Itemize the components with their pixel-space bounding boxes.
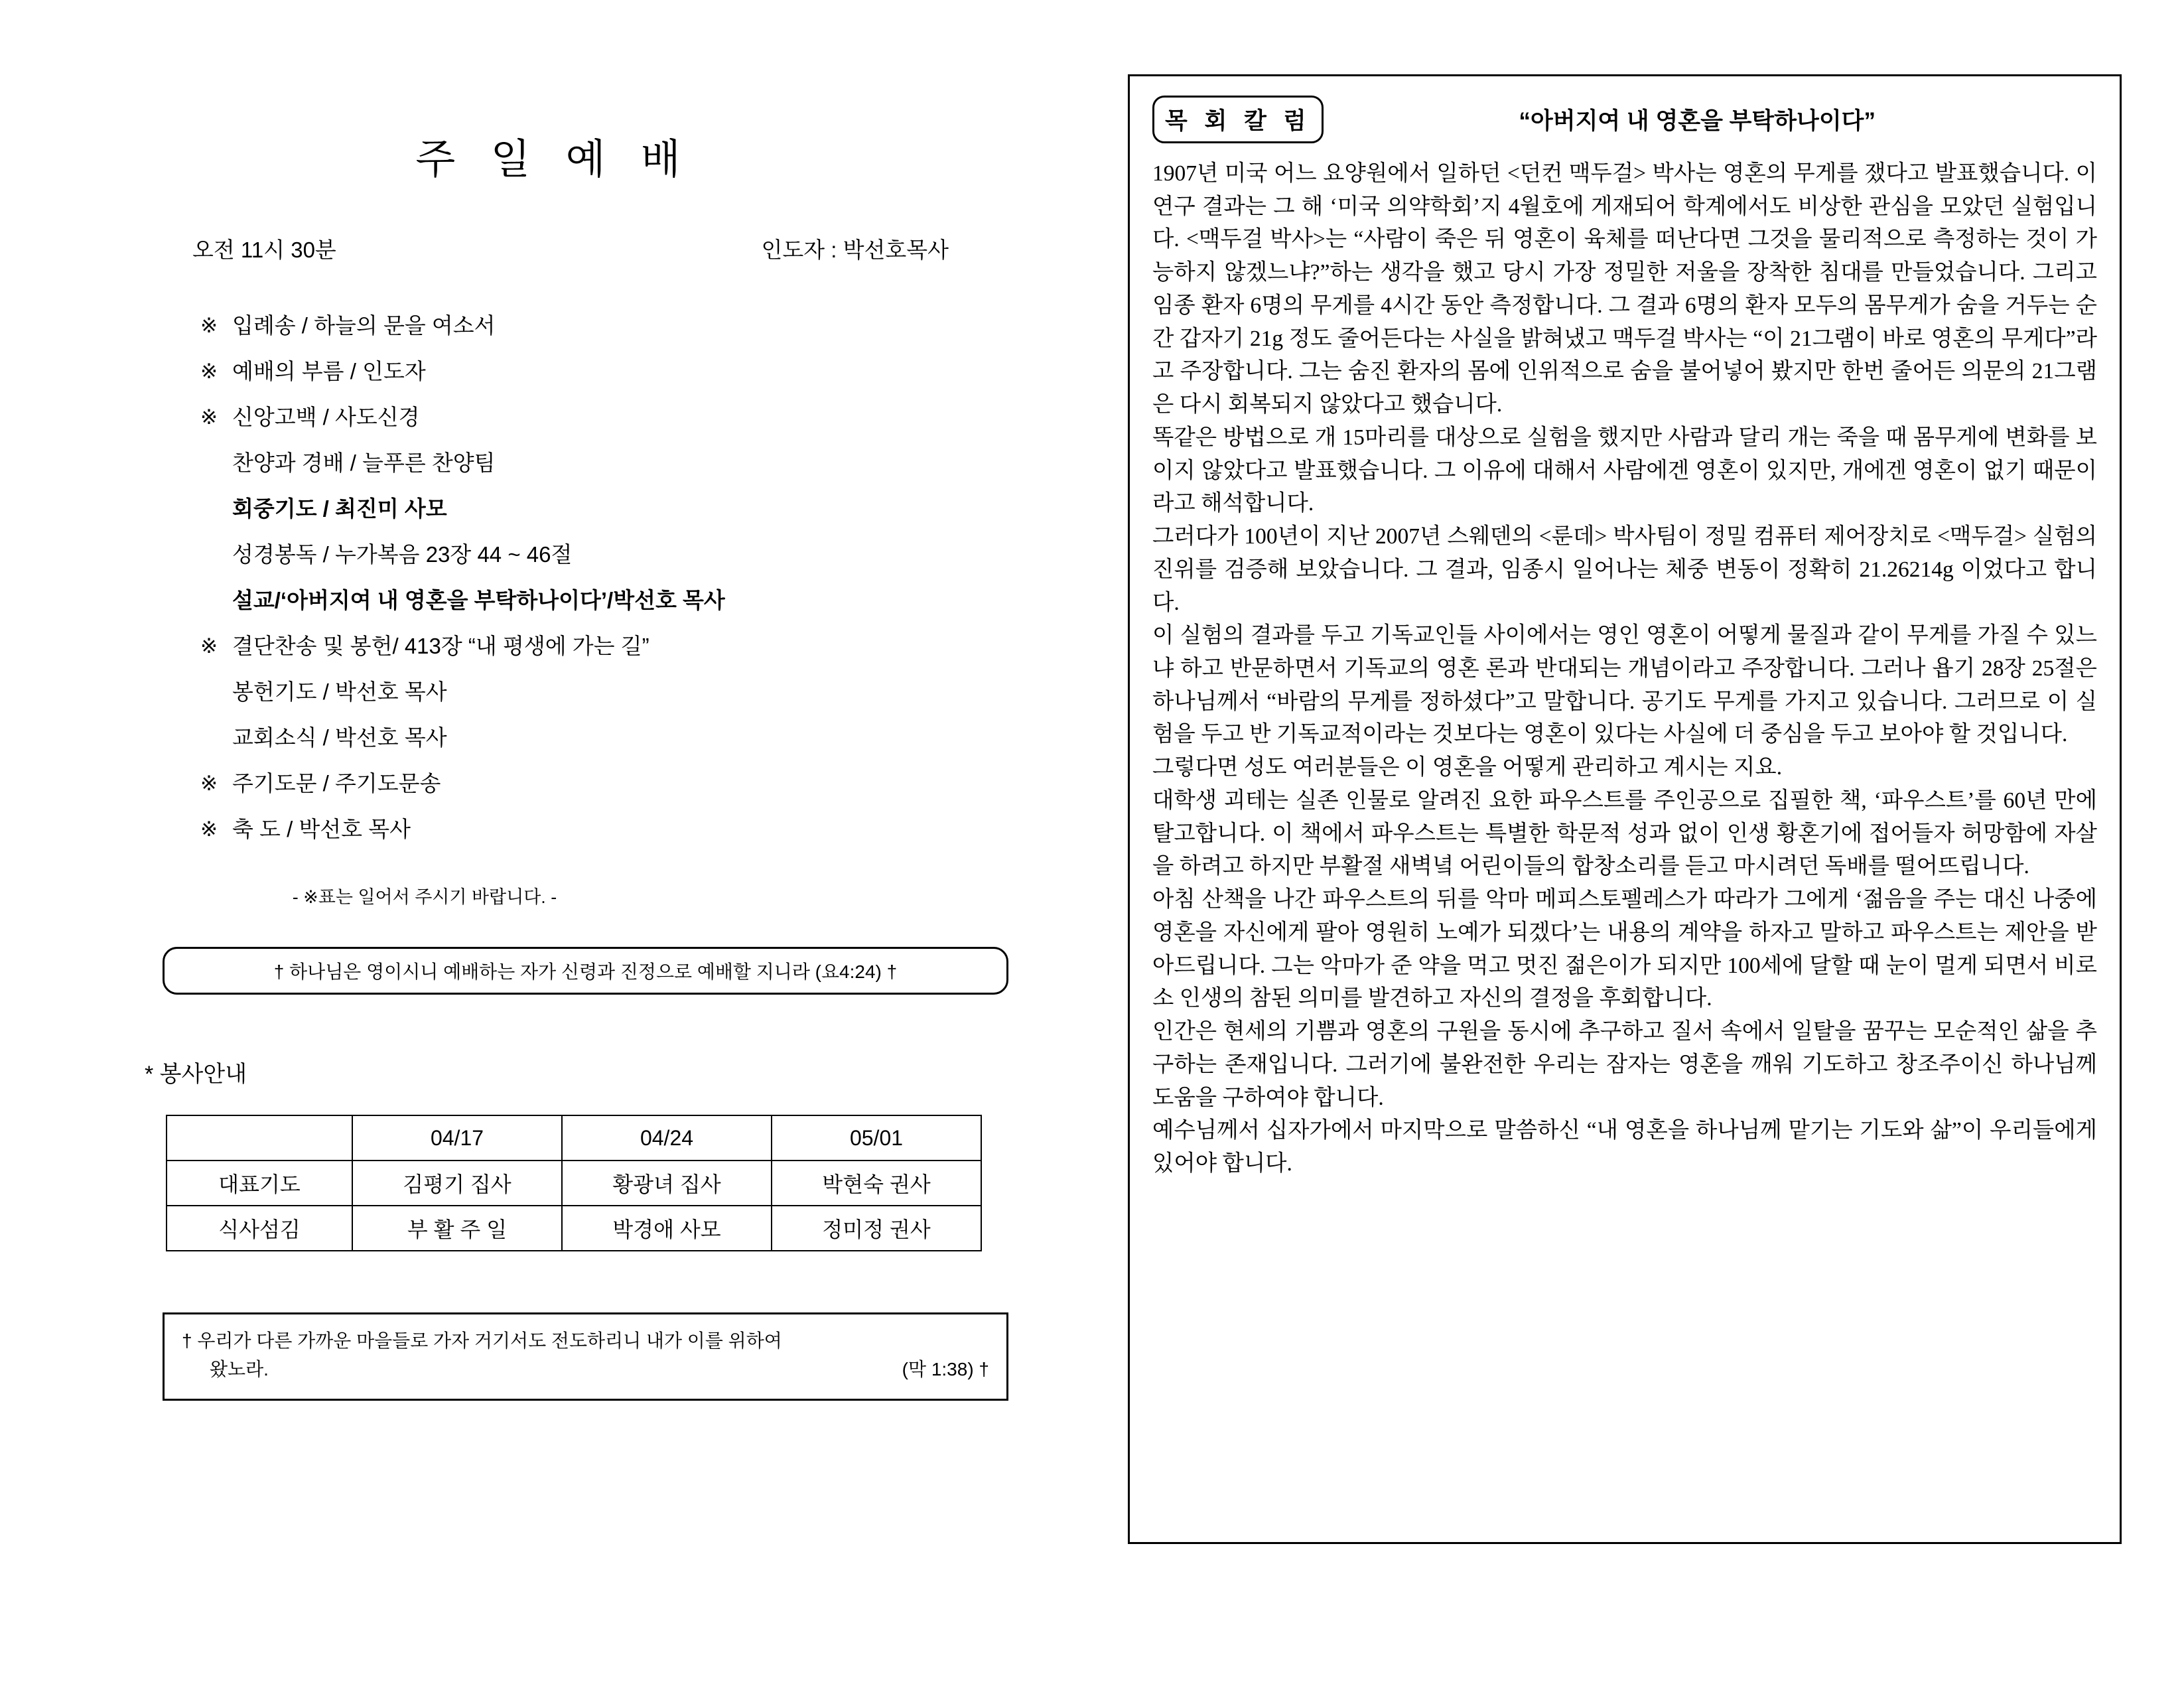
pastoral-column-header [1152, 91, 2097, 148]
column-paragraph: 아침 산책을 나간 파우스트의 뒤를 악마 메피스토펠레스가 따라가 그에게 ‘젊음을 주는 대신 나중에 영혼을 자신에게 팔아 영원히 노예가 되겠다’는 내용의 계약을 하자고 말하고 파우스트는 제안을 받아드립니다. 그는 악마가 준 약을 먹고 멋진 젊은이가 되지만 100세에 달할 때 눈이 멀게 되면서 비로소 인생의 참된 의미를 발견하고 자신의 결정을 후회합니다. [1152, 887, 2097, 1011]
service-meta [192, 233, 949, 264]
column-paragraph: 1907년 미국 어느 요양원에서 일하던 <던컨 맥두걸> 박사는 영혼의 무게를 쟀다고 발표했습니다. 이 연구 결과는 그 해 ‘미국 의약학회’지 4월호에 게재되어 학계에서도 비상한 관심을 모았던 실험입니다. <맥두걸 박사>는 “사람이 죽은 뒤 영혼이 육체를 떠난다면 그것을 물리적으로 측정하는 것이 가능하지 않겠느냐?”하는 생각을 했고 당시 가장 정밀한 저울을 장착한 침대를 만들었습니다. 그리고 임종 환자 6명의 무게를 4시간 동안 측정합니다. 그 결과 6명의 환자 모두의 몸무게가 숨을 거두는 순간 갑자기 21g 정도 줄어든다는 사실을 밝혀냈고 맥두걸 박사는 “이 21그램이 바로 영혼의 무게다”라고 주장합니다. 그는 숨진 환자의 몸에 인위적으로 숨을 불어넣어 봤지만 한번 줄어든 의문의 21그램은 다시 회복되지 않았다고 했습니다. [1152, 161, 2097, 417]
column-paragraph: 예수님께서 십자가에서 마지막으로 말씀하신 “내 영혼을 하나님께 맡기는 기도와 삶”이 우리들에게 있어야 합니다. [1152, 1118, 2097, 1176]
order-of-worship-column [0, 0, 1088, 1692]
table-cell: 박경애 사모 [562, 1206, 772, 1251]
service-time: 오전 11시 30분 [192, 238, 336, 262]
order-item [0, 760, 1088, 806]
order-item-label: 설교/‘아버지여 내 영혼을 부탁하나이다’/박선호 목사 [232, 588, 725, 612]
standing-mark-icon: ※ [200, 817, 218, 841]
column-paragraph: 대학생 괴테는 실존 인물로 알려진 요한 파우스트를 주인공으로 집필한 책, ‘파우스트’를 60년 만에 탈고합니다. 이 책에서 파우스트는 특별한 학문적 성과 없이 인생 황혼기에 접어들자 허망함에 자살을 하려고 하지만 부활절 새벽녘 어린이들의 합창소리를 듣고 마시려던 독배를 떨어뜨립니다. [1152, 788, 2097, 879]
sermon-title: “아버지여 내 영혼을 부탁하나이다” [1519, 108, 1876, 134]
column-paragraph: 이 실험의 결과를 두고 기독교인들 사이에서는 영인 영혼이 어떻게 물질과 같이 무게를 가질 수 있느냐 하고 반문하면서 기독교의 영혼 론과 반대되는 개념이라고 주장합니다. 그러나 욥기 28장 25절은 하나님께서 “바람의 무게를 정하셨다”고 말합니다. 공기도 무게를 가지고 있습니다. 그러므로 이 실험을 두고 반 기독교적이라는 것보다는 영혼이 있다는 사실에 더 중심을 두고 보아야 할 것입니다. [1152, 623, 2097, 747]
order-item [0, 669, 1088, 715]
column-paragraph: 그렇다면 성도 여러분들은 이 영혼을 어떻게 관리하고 계시는 지요. [1152, 755, 1783, 780]
order-item [0, 623, 1088, 669]
page-title: 주 일 예 배 [415, 137, 693, 182]
column-paragraph: 그러다가 100년이 지난 2007년 스웨덴의 <룬데> 박사팀이 정밀 컴퓨터 제어장치로 <맥두걸> 실험의 진위를 검증해 보았습니다. 그 결과, 임종시 일어나는 체중 변동이 정확히 21.26214g 이었다고 합니다. [1152, 524, 2097, 615]
order-item [0, 806, 1088, 852]
order-item [0, 531, 1088, 577]
table-column-header [167, 1115, 352, 1161]
table-column-header: 04/24 [562, 1115, 772, 1161]
table-cell: 박현숙 권사 [772, 1161, 981, 1206]
table-column-header: 04/17 [352, 1115, 562, 1161]
order-item [0, 486, 1088, 531]
table-row [167, 1161, 981, 1206]
order-item-label: 회중기도 / 최진미 사모 [232, 496, 447, 521]
order-item-label: 입례송 / 하늘의 문을 여소서 [232, 313, 496, 338]
standing-mark-icon: ※ [200, 405, 218, 429]
column-paragraph: 똑같은 방법으로 개 15마리를 대상으로 실험을 했지만 사람과 달리 개는 죽을 때 몸무게에 변화를 보이지 않았다고 발표했습니다. 그 이유에 대해서 사람에겐 영혼이 있지만, 개에겐 영혼이 없기 때문이라고 해석합니다. [1152, 425, 2097, 516]
table-body [167, 1161, 981, 1251]
verse-bottom-line1: † 우리가 다른 가까운 마을들로 가자 거기서도 전도하리니 내가 이를 위하여 [182, 1330, 782, 1351]
verse-bottom-ref: (막 1:38) † [902, 1359, 989, 1380]
service-duty-heading: * 봉사안내 [145, 1062, 247, 1087]
order-item-label: 성경봉독 / 누가복음 23장 44 ~ 46절 [232, 542, 573, 567]
table-cell: 황광녀 집사 [562, 1161, 772, 1206]
standing-note: - ※표는 일어서 주시기 바랍니다. - [292, 887, 557, 907]
table-row-label: 대표기도 [167, 1161, 352, 1206]
order-item-label: 교회소식 / 박선호 목사 [232, 725, 447, 750]
pastoral-column-frame [1128, 74, 2122, 1544]
order-item-label: 축 도 / 박선호 목사 [232, 817, 411, 841]
order-item [0, 348, 1088, 394]
order-item [0, 715, 1088, 760]
standing-mark-icon: ※ [200, 360, 218, 383]
order-item [0, 440, 1088, 486]
order-of-worship-list [0, 303, 1088, 852]
table-cell: 부 활 주 일 [352, 1206, 562, 1251]
order-item-label: 주기도문 / 주기도문송 [232, 771, 441, 796]
table-cell: 정미정 권사 [772, 1206, 981, 1251]
pastoral-column-body [1152, 157, 2097, 1180]
table-header-row [167, 1115, 981, 1161]
order-item-label: 신앙고백 / 사도신경 [232, 405, 420, 429]
column-paragraph: 인간은 현세의 기쁨과 영혼의 구원을 동시에 추구하고 질서 속에서 일탈을 꿈꾸는 모순적인 삶을 추구하는 존재입니다. 그러기에 불완전한 우리는 잠자는 영혼을 깨워 기도하고 창조주이신 하나님께 도움을 구하여야 합니다. [1152, 1019, 2097, 1110]
table-row-label: 식사섬김 [167, 1206, 352, 1251]
order-item-label: 결단찬송 및 봉헌/ 413장 “내 평생에 가는 길” [232, 634, 649, 658]
verse-box-bottom [163, 1312, 1008, 1401]
service-leader: 인도자 : 박선호목사 [761, 238, 949, 262]
pastoral-column [1088, 0, 2184, 1692]
table-row [167, 1206, 981, 1251]
verse-bottom-line2-wrap [182, 1355, 989, 1383]
table-cell: 김평기 집사 [352, 1161, 562, 1206]
verse-box-top: † 하나님은 영이시니 예배하는 자가 신령과 진정으로 예배할 지니라 (요4:24) † [163, 947, 1008, 995]
order-item [0, 577, 1088, 623]
standing-mark-icon: ※ [200, 634, 218, 658]
order-item [0, 303, 1088, 348]
order-item [0, 394, 1088, 440]
table-column-header: 05/01 [772, 1115, 981, 1161]
verse-bottom-line2: 왔노라. [210, 1359, 269, 1380]
order-item-label: 봉헌기도 / 박선호 목사 [232, 679, 447, 704]
service-duty-table [166, 1115, 982, 1251]
pastoral-column-badge: 목 회 칼 럼 [1152, 96, 1324, 143]
order-item-label: 예배의 부름 / 인도자 [232, 359, 426, 384]
standing-mark-icon: ※ [200, 314, 218, 337]
order-item-label: 찬양과 경배 / 늘푸른 찬양팀 [232, 451, 496, 475]
standing-mark-icon: ※ [200, 772, 218, 795]
